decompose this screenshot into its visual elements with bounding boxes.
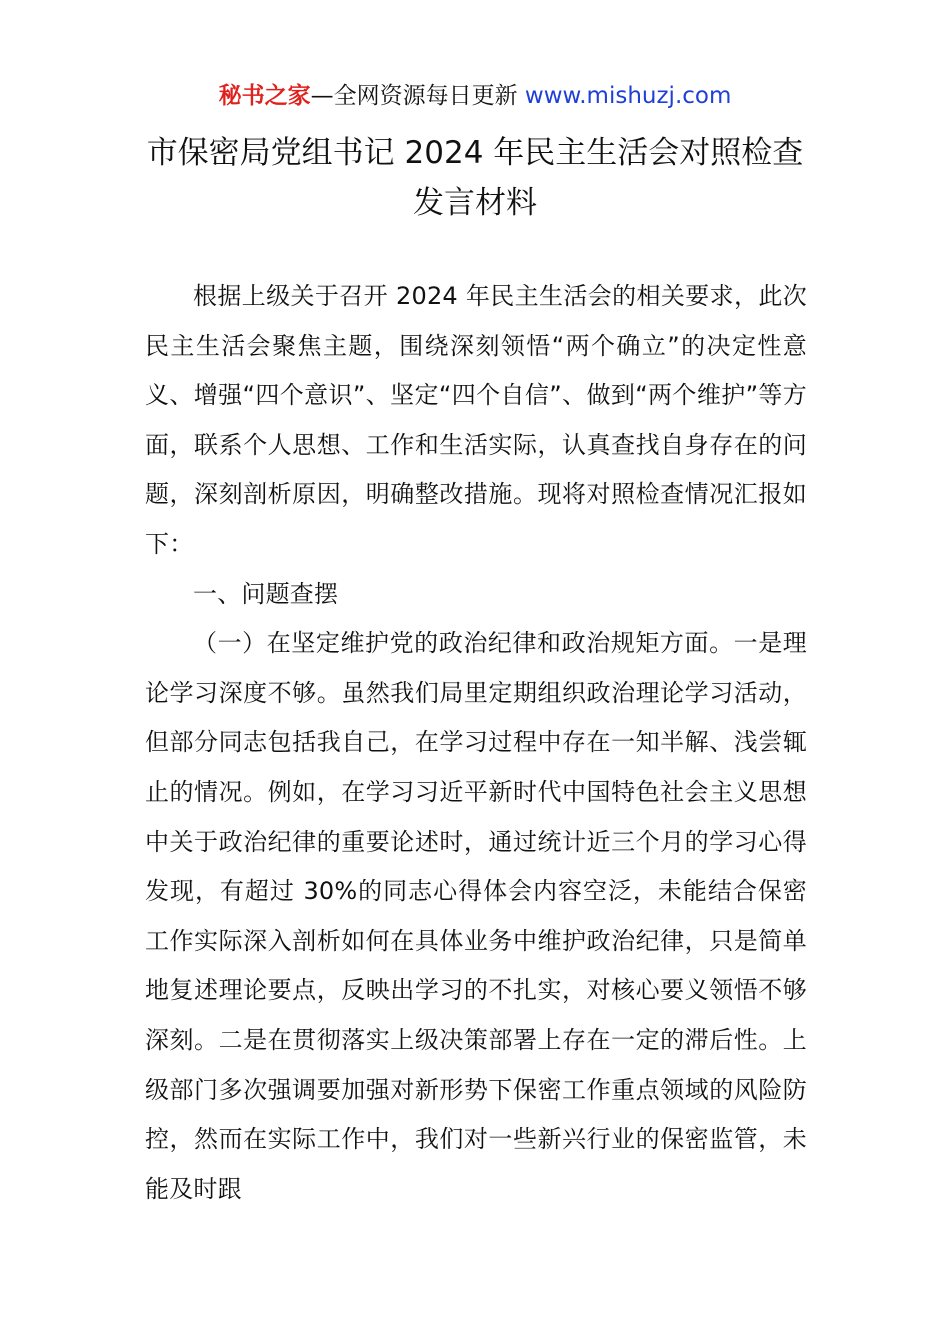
watermark-url[interactable]: www.mishuzj.com [524,83,732,109]
paragraph-intro: 根据上级关于召开 2024 年民主生活会的相关要求，此次民主生活会聚焦主题，围绕深刻领悟“两个确立”的决定性意义、增强“四个意识”、坚定“四个自信”、做到“两个维护”等方面，联系个人思想、工作和生活实际，认真查找自身存在的问题，深刻剖析原因，明确整改措施。现将对照检查情况汇报如下： [145,282,807,558]
document-title [100,128,850,228]
document-title-line-1: 市保密局党组书记 2024 年民主生活会对照检查 [146,135,804,171]
watermark-tagline: —全网资源每日更新 [310,83,525,109]
document-body [145,272,807,1214]
paragraph-political-discipline: （一）在坚定维护党的政治纪律和政治规矩方面。一是理论学习深度不够。虽然我们局里定期组织政治理论学习活动，但部分同志包括我自己，在学习过程中存在一知半解、浅尝辄止的情况。例如，在学习习近平新时代中国特色社会主义思想中关于政治纪律的重要论述时，通过统计近三个月的学习心得发现，有超过 30%的同志心得体会内容空泛，未能结合保密工作实际深入剖析如何在具体业务中维护政治纪律，只是简单地复述理论要点，反映出学习的不扎实，对核心要义领悟不够深刻。二是在贯彻落实上级决策部署上存在一定的滞后性。上级部门多次强调要加强对新形势下保密工作重点领域的风险防控，然而在实际工作中，我们对一些新兴行业的保密监管，未能及时跟 [145,629,807,1203]
watermark-banner [0,80,950,112]
document-title-line-2: 发言材料 [413,185,537,221]
section-heading-problems: 一、问题查摆 [193,579,339,608]
watermark-brand: 秘书之家 [218,83,311,109]
